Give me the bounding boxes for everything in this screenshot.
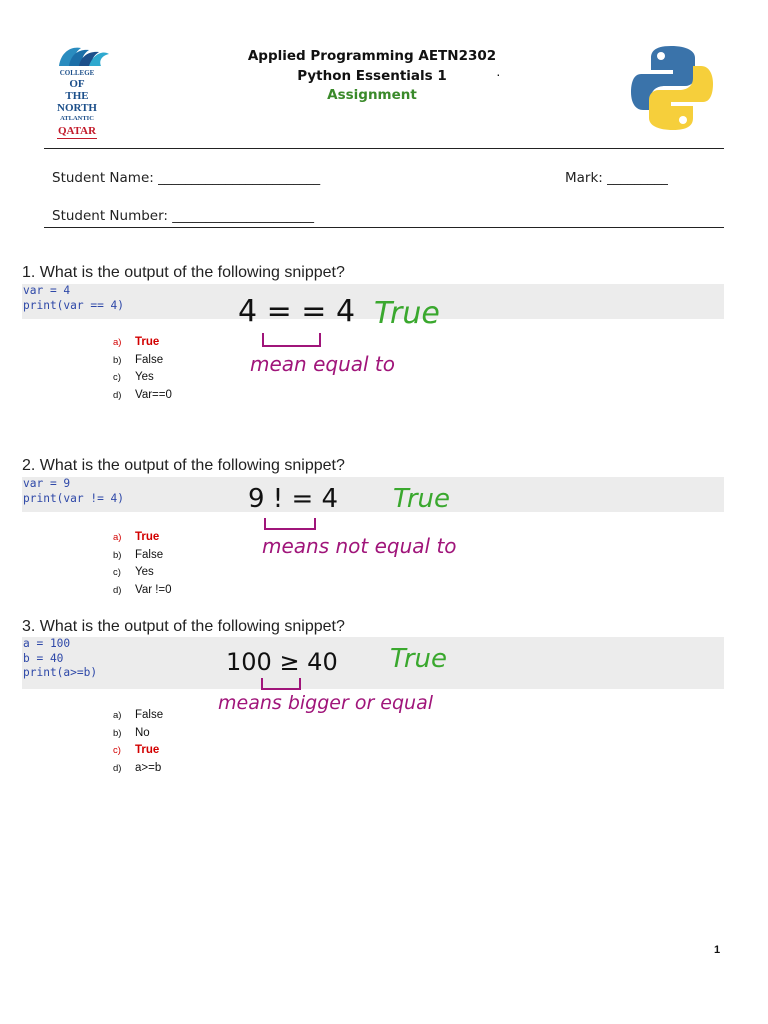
option-letter: d)	[113, 762, 122, 774]
option-text: Yes	[135, 371, 154, 383]
code-line: b = 40	[23, 651, 64, 665]
option-letter: b)	[113, 549, 122, 561]
question-3-note-text: means bigger or equal	[218, 692, 434, 714]
question-1-code	[22, 284, 724, 319]
question-1-note-result: True	[374, 296, 440, 331]
option-text: Var !=0	[135, 583, 172, 596]
course-title: Applied Programming AETN2302	[247, 48, 497, 64]
fields-rule	[44, 227, 724, 228]
logo-line-3: NORTH	[57, 102, 97, 114]
logo-line-2: OF THE	[65, 78, 89, 102]
option-letter: b)	[113, 354, 122, 366]
question-3-code	[22, 637, 724, 689]
question-3-title: 3. What is the output of the following snippet?	[22, 618, 345, 635]
student-number-field[interactable]: Student Number: _____________________	[52, 208, 315, 224]
question-3-options	[113, 707, 163, 777]
option-c[interactable]	[113, 742, 163, 760]
option-letter: c)	[113, 745, 121, 756]
college-logo	[55, 44, 115, 140]
assignment-label: Assignment	[327, 87, 417, 103]
option-c[interactable]	[113, 564, 172, 582]
option-d[interactable]	[113, 582, 172, 600]
option-text: a>=b	[135, 761, 162, 774]
logo-line-1: COLLEGE	[59, 69, 95, 77]
question-2-note-text: means not equal to	[262, 534, 457, 558]
option-c[interactable]	[113, 369, 172, 387]
option-b[interactable]	[113, 352, 172, 370]
page-number: 1	[714, 944, 721, 956]
question-1-note-text: mean equal to	[250, 352, 395, 376]
code-line: print(a>=b)	[23, 666, 98, 680]
question-2-code	[22, 477, 724, 512]
option-d[interactable]	[113, 760, 163, 778]
question-3-note-result: True	[390, 644, 448, 674]
option-text: True	[135, 744, 160, 756]
option-b[interactable]	[113, 547, 172, 565]
question-3-bracket	[261, 678, 301, 690]
option-text: True	[135, 531, 160, 543]
python-icon	[629, 44, 715, 132]
code-line: var = 4	[23, 284, 71, 297]
option-letter: a)	[113, 710, 122, 721]
option-a[interactable]	[113, 707, 163, 725]
option-text: Yes	[135, 566, 154, 578]
option-a[interactable]	[113, 334, 172, 352]
wave-icon	[55, 44, 111, 68]
question-2-note-expr: 9 ! = 4	[248, 484, 339, 514]
option-d[interactable]	[113, 387, 172, 405]
code-line: print(var != 4)	[23, 491, 125, 505]
logo-line-5: QATAR	[57, 125, 97, 137]
option-text: False	[135, 353, 164, 366]
option-b[interactable]	[113, 725, 163, 743]
question-1-title: 1. What is the output of the following snippet?	[22, 264, 345, 281]
question-2-title: 2. What is the output of the following snippet?	[22, 457, 345, 474]
option-letter: d)	[113, 584, 122, 596]
option-letter: c)	[113, 372, 121, 383]
option-text: False	[135, 548, 164, 561]
question-2-note-result: True	[393, 484, 451, 514]
question-3-note-expr: 100 ≥ 40	[226, 648, 338, 676]
question-1-bracket	[262, 333, 321, 347]
option-text: True	[135, 336, 160, 348]
code-line: var = 9	[23, 477, 71, 490]
option-letter: b)	[113, 727, 122, 739]
code-line: a = 100	[23, 637, 71, 650]
question-1-note-expr: 4 = = 4	[238, 294, 356, 329]
option-text: No	[135, 726, 150, 739]
logo-line-4: ATLANTIC	[60, 115, 94, 122]
option-letter: a)	[113, 337, 122, 348]
student-name-field[interactable]: Student Name: ________________________	[52, 170, 321, 186]
module-title: Python Essentials 1	[297, 68, 447, 84]
question-1-options	[113, 334, 172, 404]
option-letter: d)	[113, 389, 122, 401]
option-letter: a)	[113, 532, 122, 543]
option-a[interactable]	[113, 529, 172, 547]
question-2-options	[113, 529, 172, 599]
option-letter: c)	[113, 567, 121, 578]
python-logo	[629, 44, 715, 137]
option-text: Var==0	[135, 388, 172, 401]
option-text: False	[135, 709, 164, 721]
header-dot: ·	[496, 66, 501, 82]
mark-field[interactable]: Mark: _________	[565, 170, 668, 186]
header-rule	[44, 148, 724, 149]
code-line: print(var == 4)	[23, 298, 125, 312]
question-2-bracket	[264, 518, 316, 530]
